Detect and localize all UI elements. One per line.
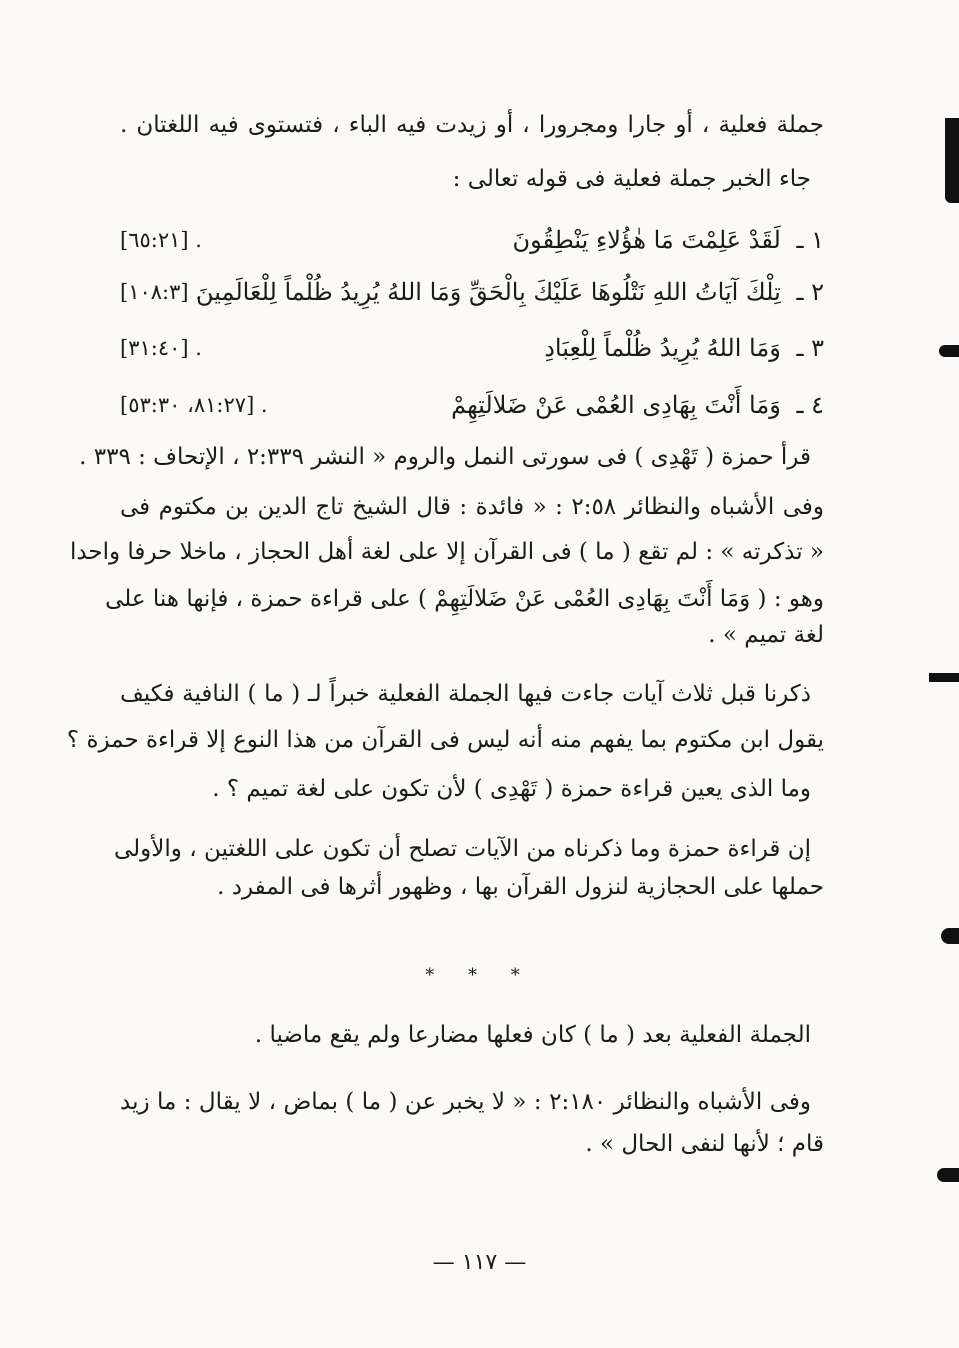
verse-1 — [120, 220, 824, 260]
text-line: قام ؛ لأنها لنفى الحال » . — [585, 1131, 824, 1157]
scan-edge-mark — [929, 673, 959, 682]
text-line: وما الذى يعين قراءة حمزة ( تَهْدِى ) لأن تكون على لغة تميم ؟ . — [212, 776, 811, 802]
verse-text: لَقَدْ عَلِمْتَ مَا هٰؤُلاءِ يَنْطِقُونَ — [512, 226, 781, 254]
text-line: يقول ابن مكتوم بما يفهم منه أنه ليس فى القرآن من هذا النوع إلا قراءة حمزة ؟ — [66, 727, 824, 753]
scan-edge-mark — [939, 345, 959, 357]
verse-reference: [٨١:٢٧، ٥٣:٣٠] . — [120, 393, 268, 417]
verse-text: وَمَا اللهُ يُرِيدُ ظُلْماً لِلْعِبَادِ — [544, 334, 781, 362]
verse-4 — [120, 385, 824, 425]
scan-edge-mark — [941, 928, 959, 944]
text-line: جاء الخبر جملة فعلية فى قوله تعالى : — [452, 166, 811, 192]
text-line: ذكرنا قبل ثلاث آيات جاءت فيها الجملة الفعلية خبراً لـ ( ما ) النافية فكيف — [120, 681, 811, 707]
text-line: جملة فعلية ، أو جارا ومجرورا ، أو زيدت فيه الباء ، فتستوى فيه اللغتان . — [120, 112, 824, 138]
text-line: قرأ حمزة ( تَهْدِى ) فى سورتى النمل والروم « النشر ٢:٣٣٩ ، الإتحاف : ٣٣٩ . — [79, 444, 811, 470]
verse-reference: [١٠٨:٣] . — [120, 280, 202, 304]
page-number: — ١١٧ — — [432, 1250, 527, 1275]
text-line: وهو : ( وَمَا أَنْتَ بِهَادِى العُمْى عَنْ ضَلالَتِهِمْ ) على قراءة حمزة ، فإنها هنا على — [105, 586, 824, 612]
text-line: « تذكرته » : لم تقع ( ما ) فى القرآن إلا على لغة أهل الحجاز ، ماخلا حرفا واحدا — [69, 539, 824, 565]
verse-3 — [120, 328, 824, 368]
verse-number: ٢ ـ — [796, 278, 824, 306]
verse-2 — [120, 272, 824, 312]
text-line: وفى الأشباه والنظائر ٢:١٨٠ : « لا يخبر عن ( ما ) بماض ، لا يقال : ما زيد — [120, 1089, 811, 1115]
text-line: إن قراءة حمزة وما ذكرناه من الآيات تصلح أن تكون على اللغتين ، والأولى — [114, 836, 811, 862]
text-line: الجملة الفعلية بعد ( ما ) كان فعلها مضارعا ولم يقع ماضيا . — [254, 1022, 811, 1048]
verse-text: تِلْكَ آيَاتُ اللهِ نَتْلُوهَا عَلَيْكَ بِالْحَقِّ وَمَا اللهُ يُرِيدُ ظُلْماً لِلْعَالَمِينَ — [195, 278, 781, 306]
verse-number: ٤ ـ — [796, 391, 824, 419]
text-line: حملها على الحجازية لنزول القرآن بها ، وظهور أثرها فى المفرد . — [217, 874, 824, 900]
verse-reference: [٦٥:٢١] . — [120, 228, 202, 252]
verse-text: وَمَا أَنْتَ بِهَادِى العُمْى عَنْ ضَلالَتِهِمْ — [451, 391, 781, 419]
scan-edge-mark — [937, 1168, 959, 1182]
section-separator: * * * — [425, 965, 534, 986]
verse-number: ٣ ـ — [796, 334, 824, 362]
verse-number: ١ ـ — [796, 226, 824, 254]
scan-edge-mark — [945, 118, 959, 203]
text-line: وفى الأشباه والنظائر ٢:٥٨ : « فائدة : قال الشيخ تاج الدين بن مكتوم فى — [120, 494, 824, 520]
verse-reference: [٣١:٤٠] . — [120, 336, 202, 360]
text-line: لغة تميم » . — [708, 622, 824, 648]
